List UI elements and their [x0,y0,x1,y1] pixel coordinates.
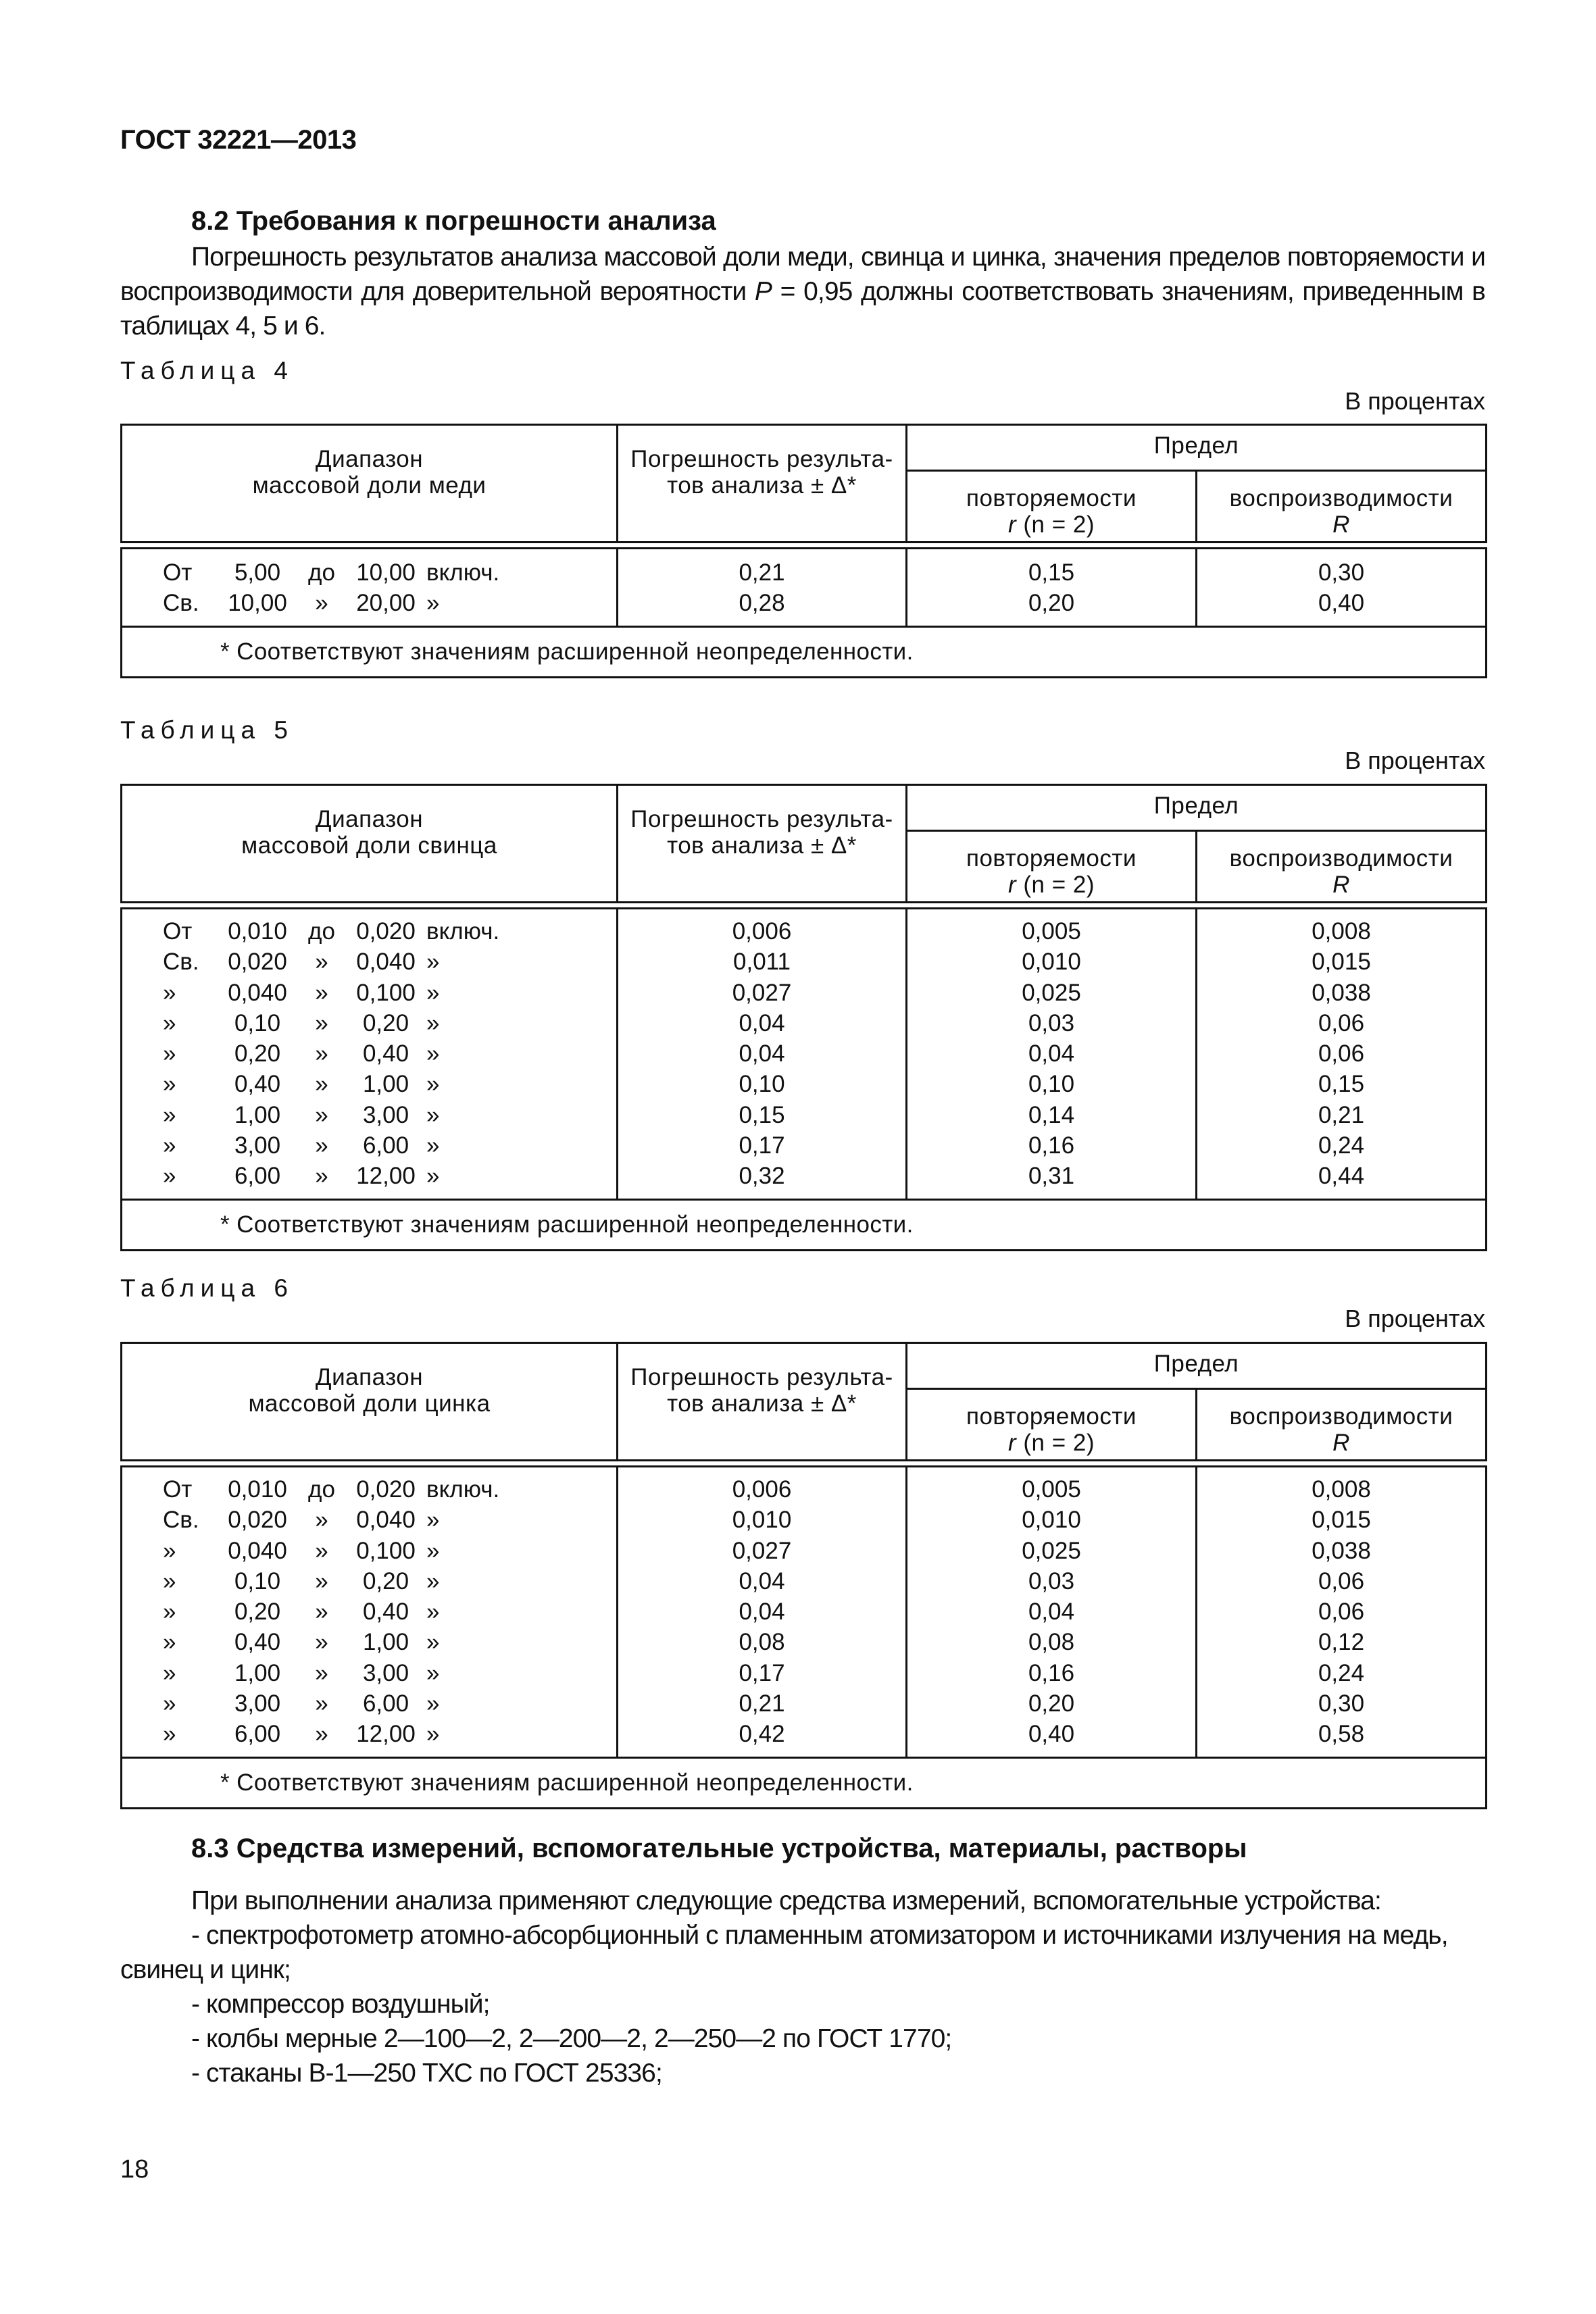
table-cell-repeatability: 0,20 [1028,1690,1075,1717]
range-part-d: » [315,949,328,976]
table-cell-error: 0,21 [739,1690,785,1717]
table-cell-error: 0,42 [739,1721,785,1748]
table-row-range [163,1069,616,1099]
range-part-b: 20,00 [356,590,416,617]
range-part-s: » [426,1599,440,1626]
range-part-a: 6,00 [234,1163,281,1190]
range-part-s: » [426,979,440,1006]
table-row-range [163,1038,616,1069]
range-part-d: » [315,1071,328,1098]
range-part-p: От [163,918,193,945]
range-part-b: 12,00 [356,1163,416,1190]
table-cell-error: 0,027 [732,1537,792,1564]
table-cell-error: 0,04 [739,1567,785,1594]
range-part-b: 0,20 [362,1009,409,1036]
table-cell-repeatability: 0,31 [1028,1163,1075,1190]
range-part-s: » [426,1537,440,1564]
table-cell-reproducibility: 0,015 [1312,1507,1371,1534]
table-row-range [163,1719,616,1749]
table-cell-repeatability: 0,010 [1022,949,1081,976]
range-part-b: 6,00 [362,1690,409,1717]
table-row-range [163,1161,616,1191]
range-part-s: » [426,1659,440,1686]
range-part-a: 0,040 [228,979,287,1006]
col-header-error: Погрешность результа- тов анализа ± Δ* [618,785,907,903]
table-cell-reproducibility: 0,06 [1318,1599,1365,1626]
table-6 [120,1342,1487,1809]
table-row-range [163,916,616,947]
range-part-d: » [315,1040,328,1067]
range-part-s: » [426,1040,440,1067]
range-part-b: 0,040 [356,1507,416,1534]
range-part-s: включ. [426,918,500,945]
section-8-2-title: 8.2 Требования к погрешности анализа [191,206,716,236]
table-cell-reproducibility: 0,06 [1318,1567,1365,1594]
range-part-s: » [426,1009,440,1036]
range-part-s: » [426,1690,440,1717]
section-8-2-paragraph: Погрешность результатов анализа массовой доли меди, свинца и цинка, значения пределов повторяемости и воспроизводимости для доверительной вероятности P = 0,95 должны соответствовать значениям, приведенным в таблицах 4, 5 и 6. [120,243,1485,341]
table-row-range [163,1100,616,1130]
range-part-p: » [163,1537,176,1564]
table-cell-error: 0,15 [739,1101,785,1128]
table-5-footnote: * Соответствуют значениям расширенной неопределенности. [122,1199,1487,1250]
table-cell-error: 0,04 [739,1599,785,1626]
table-cell-error: 0,28 [739,590,785,617]
range-part-a: 1,00 [234,1659,281,1686]
col-header-repeatability: повторяемости r (n = 2) [907,1389,1197,1461]
range-part-d: до [308,559,335,586]
table-cell-reproducibility: 0,008 [1312,918,1371,945]
range-part-p: » [163,1040,176,1067]
range-part-p: От [163,1476,193,1503]
range-part-d: » [315,1599,328,1626]
section-8-3-list [120,1884,1485,2090]
range-part-p: » [163,1629,176,1656]
table-4-caption: Таблица 4 [120,357,294,384]
table-cell-repeatability: 0,16 [1028,1132,1075,1159]
table-cell-reproducibility: 0,58 [1318,1721,1365,1748]
col-header-limit: Предел [907,785,1487,831]
range-part-p: » [163,1599,176,1626]
section-8-3-intro: При выполнении анализа применяют следующие средства измерений, вспомогательные устройства: [191,1886,1381,1915]
list-item: - колбы мерные 2—100—2, 2—200—2, 2—250—2 по ГОСТ 1770; [191,2024,952,2053]
col-header-limit: Предел [907,1343,1487,1389]
range-part-s: включ. [426,559,500,586]
range-part-d: » [315,1009,328,1036]
table-cell-reproducibility: 0,24 [1318,1132,1365,1159]
range-part-b: 1,00 [362,1071,409,1098]
range-part-b: 0,40 [362,1040,409,1067]
range-part-a: 0,020 [228,949,287,976]
range-part-s: » [426,1163,440,1190]
range-part-b: 0,020 [356,918,416,945]
range-part-p: » [163,1009,176,1036]
list-item: - спектрофотометр атомно-абсорбционный с пламенным атомизатором и источниками излучения на медь, свинец и цинк; [120,1921,1448,1984]
table-cell-error: 0,17 [739,1132,785,1159]
range-part-p: Св. [163,1507,199,1534]
table-4 [120,424,1487,678]
col-header-reproducibility: воспроизводимости R [1197,831,1487,903]
range-part-b: 0,100 [356,979,416,1006]
table-6-footnote: * Соответствуют значениям расширенной неопределенности. [122,1757,1487,1808]
range-part-p: » [163,1101,176,1128]
range-part-p: Св. [163,949,199,976]
range-part-a: 0,20 [234,1599,281,1626]
col-header-error: Погрешность результа- тов анализа ± Δ* [618,425,907,543]
range-part-p: » [163,1659,176,1686]
range-part-b: 6,00 [362,1132,409,1159]
table-5-unit: В процентах [1345,747,1485,774]
table-cell-repeatability: 0,04 [1028,1599,1075,1626]
table-cell-error: 0,006 [732,918,792,945]
col-header-range: Диапазон массовой доли свинца [122,785,618,903]
col-header-reproducibility: воспроизводимости R [1197,1389,1487,1461]
table-6-unit: В процентах [1345,1305,1485,1332]
range-part-d: » [315,1659,328,1686]
section-8-3-title: 8.3 Средства измерений, вспомогательные устройства, материалы, растворы [191,1834,1247,1863]
table-cell-reproducibility: 0,038 [1312,1537,1371,1564]
range-part-b: 3,00 [362,1101,409,1128]
table-cell-repeatability: 0,16 [1028,1659,1075,1686]
table-6-caption: Таблица 6 [120,1274,294,1302]
range-part-a: 5,00 [234,559,281,586]
range-part-s: » [426,1132,440,1159]
range-part-b: 0,20 [362,1567,409,1594]
range-part-p: » [163,1690,176,1717]
range-part-d: » [315,1101,328,1128]
range-part-a: 3,00 [234,1690,281,1717]
col-header-limit: Предел [907,425,1487,471]
range-part-b: 10,00 [356,559,416,586]
table-cell-reproducibility: 0,15 [1318,1071,1365,1098]
table-cell-reproducibility: 0,21 [1318,1101,1365,1128]
table-row-range [163,1536,616,1566]
table-cell-error: 0,04 [739,1040,785,1067]
range-part-s: включ. [426,1476,500,1503]
table-row-range [163,1596,616,1627]
table-cell-repeatability: 0,010 [1022,1507,1081,1534]
table-cell-repeatability: 0,20 [1028,590,1075,617]
table-cell-repeatability: 0,10 [1028,1071,1075,1098]
range-part-p: » [163,1567,176,1594]
range-part-d: » [315,1507,328,1534]
range-part-a: 0,020 [228,1507,287,1534]
table-cell-error: 0,011 [733,949,791,976]
range-part-a: 0,010 [228,1476,287,1503]
table-5-body [122,909,1487,1200]
range-part-a: 0,010 [228,918,287,945]
table-cell-error: 0,010 [732,1507,792,1534]
table-row-range [163,1008,616,1038]
range-part-a: 0,10 [234,1567,281,1594]
table-cell-repeatability: 0,03 [1028,1009,1075,1036]
table-row-range [163,1474,616,1505]
table-cell-reproducibility: 0,12 [1318,1629,1365,1656]
col-header-range: Диапазон массовой доли цинка [122,1343,618,1461]
range-part-a: 3,00 [234,1132,281,1159]
table-cell-repeatability: 0,025 [1022,979,1081,1006]
range-part-d: » [315,1629,328,1656]
table-cell-reproducibility: 0,30 [1318,1690,1365,1717]
table-cell-error: 0,027 [732,979,792,1006]
table-cell-reproducibility: 0,008 [1312,1476,1371,1503]
table-row-range [163,588,616,618]
table-4-body [122,549,1487,627]
range-part-a: 6,00 [234,1721,281,1748]
range-part-s: » [426,590,440,617]
range-part-p: Св. [163,590,199,617]
col-header-repeatability: повторяемости r (n = 2) [907,471,1197,543]
range-part-s: » [426,1507,440,1534]
range-part-d: » [315,1690,328,1717]
range-part-b: 12,00 [356,1721,416,1748]
table-row-range [163,947,616,977]
range-part-p: От [163,559,193,586]
range-part-p: » [163,979,176,1006]
table-cell-repeatability: 0,005 [1022,1476,1081,1503]
range-part-s: » [426,1721,440,1748]
range-part-d: до [308,1476,335,1503]
range-part-b: 3,00 [362,1659,409,1686]
table-cell-error: 0,006 [732,1476,792,1503]
table-row-range [163,557,616,588]
col-header-error: Погрешность результа- тов анализа ± Δ* [618,1343,907,1461]
table-row-range [163,1658,616,1688]
range-part-d: » [315,1567,328,1594]
range-part-d: » [315,1537,328,1564]
table-cell-repeatability: 0,005 [1022,918,1081,945]
table-cell-error: 0,10 [739,1071,785,1098]
range-part-s: » [426,949,440,976]
table-row-range [163,1688,616,1719]
range-part-b: 0,020 [356,1476,416,1503]
table-cell-repeatability: 0,14 [1028,1101,1075,1128]
table-cell-reproducibility: 0,038 [1312,979,1371,1006]
table-row-range [163,1566,616,1596]
range-part-a: 0,040 [228,1537,287,1564]
range-part-b: 0,100 [356,1537,416,1564]
range-part-d: » [315,1163,328,1190]
table-4-unit: В процентах [1345,387,1485,415]
range-part-p: » [163,1721,176,1748]
range-part-a: 0,20 [234,1040,281,1067]
range-part-s: » [426,1629,440,1656]
table-cell-reproducibility: 0,44 [1318,1163,1365,1190]
table-cell-error: 0,08 [739,1629,785,1656]
range-part-a: 0,10 [234,1009,281,1036]
page-number: 18 [120,2155,149,2184]
range-part-s: » [426,1101,440,1128]
table-cell-error: 0,17 [739,1659,785,1686]
range-part-d: » [315,590,328,617]
range-part-a: 10,00 [228,590,287,617]
table-cell-error: 0,21 [739,559,785,586]
table-row-range [163,1627,616,1657]
table-5-caption: Таблица 5 [120,716,294,744]
range-part-b: 0,040 [356,949,416,976]
col-header-range: Диапазон массовой доли меди [122,425,618,543]
range-part-d: до [308,918,335,945]
range-part-s: » [426,1071,440,1098]
range-part-a: 0,40 [234,1629,281,1656]
table-cell-repeatability: 0,03 [1028,1567,1075,1594]
range-part-p: » [163,1132,176,1159]
range-part-p: » [163,1071,176,1098]
range-part-s: » [426,1567,440,1594]
list-item: - стаканы В-1—250 ТХС по ГОСТ 25336; [191,2059,662,2088]
col-header-repeatability: повторяемости r (n = 2) [907,831,1197,903]
table-cell-reproducibility: 0,30 [1318,559,1365,586]
table-row-range [163,978,616,1008]
table-cell-repeatability: 0,15 [1028,559,1075,586]
range-part-d: » [315,1132,328,1159]
table-cell-reproducibility: 0,06 [1318,1040,1365,1067]
table-cell-reproducibility: 0,24 [1318,1659,1365,1686]
table-cell-reproducibility: 0,40 [1318,590,1365,617]
table-cell-reproducibility: 0,06 [1318,1009,1365,1036]
table-cell-repeatability: 0,40 [1028,1721,1075,1748]
table-cell-error: 0,04 [739,1009,785,1036]
document-header: ГОСТ 32221—2013 [120,125,357,155]
table-row-range [163,1505,616,1535]
range-part-d: » [315,979,328,1006]
col-header-reproducibility: воспроизводимости R [1197,471,1487,543]
list-item: - компрессор воздушный; [191,1990,490,2019]
range-part-d: » [315,1721,328,1748]
range-part-b: 1,00 [362,1629,409,1656]
table-cell-repeatability: 0,08 [1028,1629,1075,1656]
table-cell-repeatability: 0,025 [1022,1537,1081,1564]
table-5 [120,784,1487,1251]
table-cell-reproducibility: 0,015 [1312,949,1371,976]
table-4-footnote: * Соответствуют значениям расширенной неопределенности. [122,626,1487,677]
range-part-a: 1,00 [234,1101,281,1128]
table-6-body [122,1467,1487,1758]
table-cell-repeatability: 0,04 [1028,1040,1075,1067]
range-part-a: 0,40 [234,1071,281,1098]
range-part-b: 0,40 [362,1599,409,1626]
table-cell-error: 0,32 [739,1163,785,1190]
table-row-range [163,1130,616,1161]
range-part-p: » [163,1163,176,1190]
